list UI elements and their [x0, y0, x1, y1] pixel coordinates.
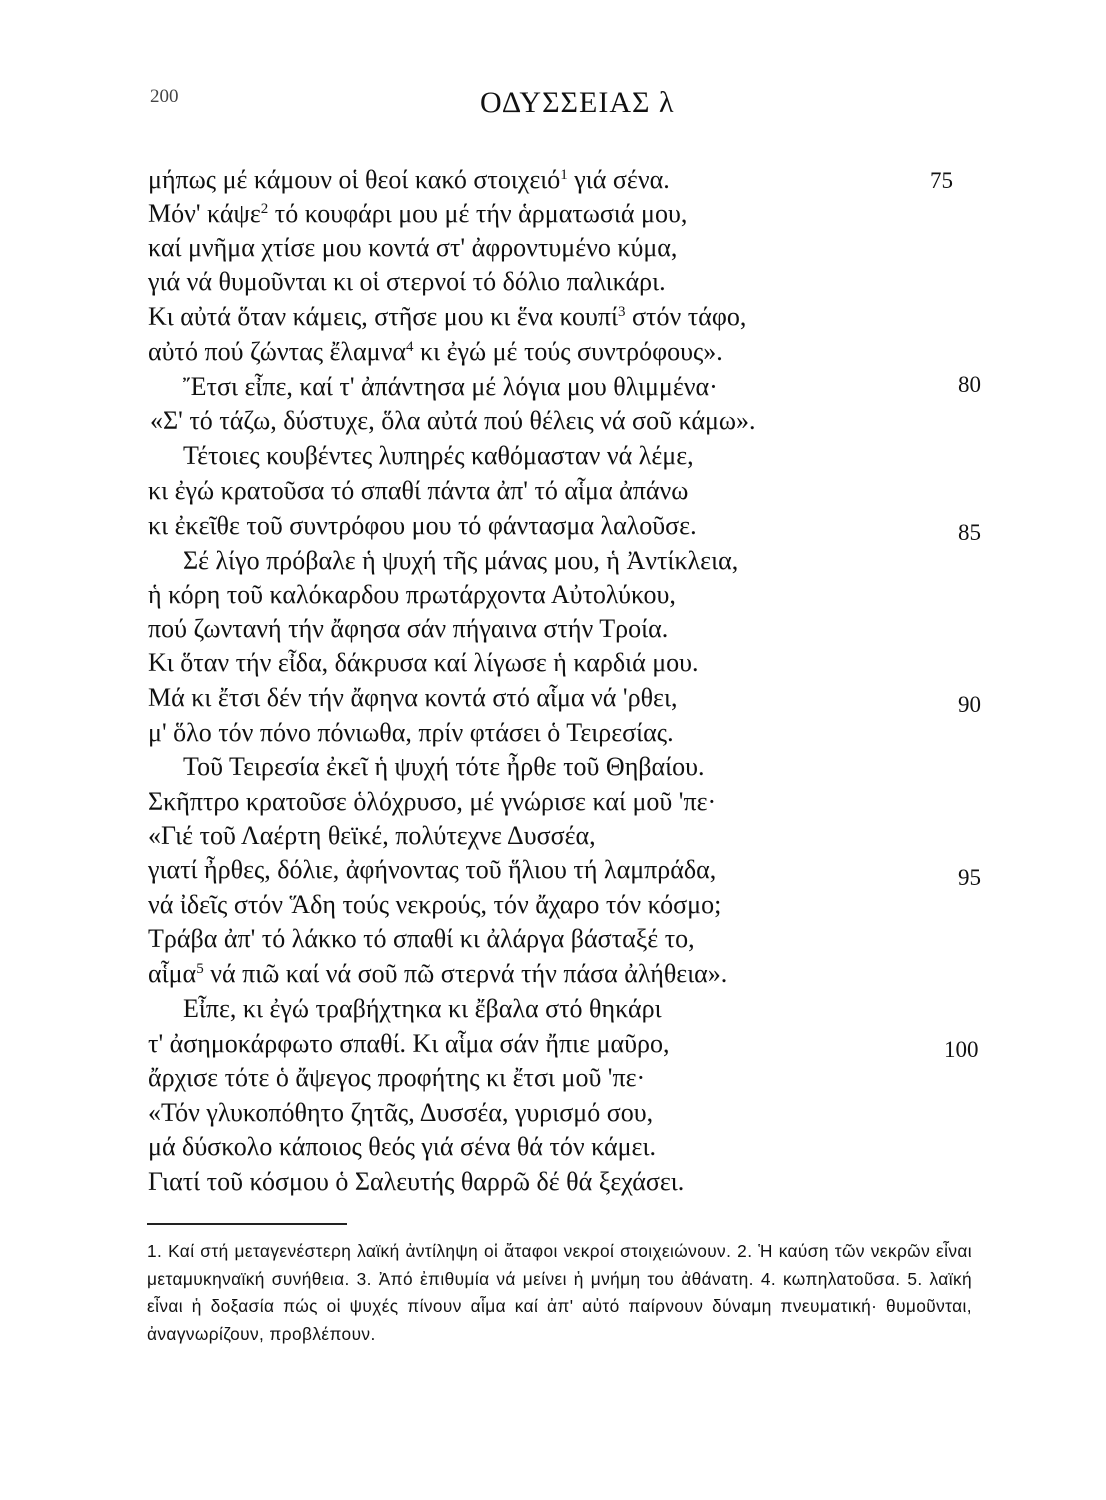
- verse-line: [183, 546, 738, 576]
- verse-text: γιά νά θυμοῦνται κι οἱ στερνοί τό δόλιο παλικάρι.: [148, 267, 666, 296]
- verse-line: [148, 1029, 669, 1059]
- verse-line: [148, 1063, 645, 1093]
- verse-text: αἷμα: [148, 959, 197, 988]
- verse-text: μήπως μέ κάμουν οἱ θεοί κακό στοιχειό: [148, 165, 561, 194]
- verse-line: [148, 267, 666, 297]
- verse-text: Ἔτσι εἶπε, καί τ' ἀπάντησα μέ λόγια μου θλιμμένα·: [183, 372, 718, 401]
- verse-line: [183, 994, 662, 1024]
- verse-text: Τοῦ Τειρεσία ἐκεῖ ἡ ψυχή τότε ἦρθε τοῦ Θηβαίου.: [183, 752, 705, 781]
- verse-line: [148, 821, 596, 851]
- verse-line: [148, 787, 716, 817]
- footnote-marker: 4: [405, 339, 414, 355]
- verse-text: ἡ κόρη τοῦ καλόκαρδου πρωτάρχοντα Αὐτολύκου,: [148, 580, 676, 609]
- verse-line: [148, 165, 670, 195]
- verse-line: [148, 924, 695, 954]
- running-head-title: ΟΔΥΣΣΕΙΑΣ λ: [480, 86, 675, 119]
- verse-text: «Σ' τό τάζω, δύστυχε, ὅλα αὐτά πού θέλεις νά σοῦ κάμω».: [150, 406, 756, 435]
- verse-line: [183, 372, 718, 402]
- footnote-rule: [147, 1223, 347, 1225]
- footnote-marker: 1: [560, 167, 568, 183]
- verse-text-continued: τό κουφάρι μου μέ τήν ἁρματωσιά μου,: [268, 199, 688, 228]
- verse-text: Μόν' κάψε: [148, 199, 261, 228]
- verse-text: Κι αὐτά ὅταν κάμεις, στῆσε μου κι ἕνα κουπί: [148, 302, 619, 331]
- verse-text: Εἶπε, κι ἐγώ τραβήχτηκα κι ἔβαλα στό θηκάρι: [183, 994, 662, 1023]
- verse-text: τ' ἀσημοκάρφωτο σπαθί. Κι αἷμα σάν ἤπιε μαῦρο,: [148, 1029, 670, 1058]
- verse-line: [148, 718, 674, 748]
- verse-text: ἄρχισε τότε ὁ ἄψεγος προφήτης κι ἔτσι μοῦ 'πε·: [148, 1063, 646, 1092]
- line-number: 100: [944, 1037, 979, 1062]
- footnote-marker: 3: [618, 304, 626, 320]
- verse-line: [148, 1167, 684, 1197]
- verse-line: [148, 959, 727, 989]
- footnotes: 1. Καί στή μεταγενέστερη λαϊκή ἀντίληψη οἱ ἄταφοι νεκροί στοιχειώνουν. 2. Ἡ καύση τῶν νεκρῶν εἶναι μεταμυκηναϊκή συνήθεια. 3. Ἀπό ἐπιθυμία νά μείνει ἡ μνήμη του ἀθάνατη. 4. κωπηλατοῦσα. 5. λαϊκή εἶναι ἡ δοξασία πώς οἱ ψυχές πίνουν αἷμα καί ἀπ' αὐτό παίρνουν δύναμη πνευματική· θυμοῦνται, ἀναγνωρίζουν, προβλέπουν.: [147, 1241, 972, 1344]
- verse-text: καί μνῆμα χτίσε μου κοντά στ' ἀφροντυμένο κύμα,: [148, 233, 678, 262]
- verse-line: [148, 648, 699, 678]
- verse-text: μ' ὅλο τόν πόνο πόνιωθα, πρίν φτάσει ὁ Τειρεσίας.: [148, 718, 674, 747]
- line-number: 95: [958, 865, 981, 890]
- verse-line: [148, 580, 676, 610]
- footnote-marker: 5: [196, 961, 204, 977]
- verse-line: [148, 476, 688, 506]
- verse-text: Κι ὅταν τήν εἶδα, δάκρυσα καί λίγωσε ἡ καρδιά μου.: [148, 648, 699, 677]
- verse-text: Τράβα ἀπ' τό λάκκο τό σπαθί κι ἀλάργα βάσταξέ το,: [148, 924, 695, 953]
- line-number: 85: [958, 520, 981, 545]
- line-number: 90: [958, 692, 981, 717]
- verse-text: «Γιέ τοῦ Λαέρτη θεϊκέ, πολύτεχνε Δυσσέα,: [148, 821, 596, 850]
- verse-line: [148, 233, 677, 263]
- verse-line: [148, 1132, 656, 1162]
- verse-text: Τέτοιες κουβέντες λυπηρές καθόμασταν νά λέμε,: [183, 441, 694, 470]
- footnote-marker: 2: [260, 201, 269, 217]
- line-number: 80: [958, 372, 981, 397]
- verse-line: [183, 752, 705, 782]
- verse-text-continued: κι ἐγώ μέ τούς συντρόφους».: [413, 337, 723, 366]
- verse-text: Σέ λίγο πρόβαλε ἡ ψυχή τῆς μάνας μου, ἡ Ἀντίκλεια,: [183, 546, 739, 575]
- verse-text: αὐτό πού ζώντας ἔλαμνα: [148, 337, 406, 366]
- verse-text: πού ζωντανή τήν ἄφησα σάν πήγαινα στήν Τροία.: [148, 614, 669, 643]
- verse-text: νά ἰδεῖς στόν Ἅδη τούς νεκρούς, τόν ἄχαρο τόν κόσμο;: [148, 890, 722, 919]
- verse-text: κι ἐγώ κρατοῦσα τό σπαθί πάντα ἀπ' τό αἷμα ἀπάνω: [148, 476, 689, 505]
- verse-line: [148, 1098, 653, 1128]
- verse-line: [183, 441, 694, 471]
- page-number: 200: [150, 86, 179, 107]
- line-number: 75: [930, 168, 953, 193]
- verse-text: «Τόν γλυκοπόθητο ζητᾶς, Δυσσέα, γυρισμό σου,: [148, 1098, 654, 1127]
- verse-text: κι ἐκεῖθε τοῦ συντρόφου μου τό φάντασμα λαλοῦσε.: [148, 511, 697, 540]
- verse-text: γιατί ἦρθες, δόλιε, ἀφήνοντας τοῦ ἥλιου τή λαμπράδα,: [148, 855, 717, 884]
- verse-line: [148, 199, 687, 229]
- verse-line: [150, 406, 756, 436]
- verse-line: [148, 855, 716, 885]
- verse-text: μά δύσκολο κάποιος θεός γιά σένα θά τόν κάμει.: [148, 1132, 656, 1161]
- verse-text-continued: στόν τάφο,: [625, 302, 747, 331]
- verse-line: [148, 683, 677, 713]
- verse-text-continued: γιά σένα.: [567, 165, 670, 194]
- verse-line: [148, 337, 723, 367]
- verse-line: [148, 511, 697, 541]
- verse-line: [148, 302, 746, 332]
- verse-text-continued: νά πιῶ καί νά σοῦ πῶ στερνά τήν πάσα ἀλήθεια».: [203, 959, 728, 988]
- verse-text: Γιατί τοῦ κόσμου ὁ Σαλευτής θαρρῶ δέ θά ξεχάσει.: [148, 1167, 685, 1196]
- verse-text: Σκῆπτρο κρατοῦσε ὁλόχρυσο, μέ γνώρισε καί μοῦ 'πε·: [148, 787, 717, 816]
- verse-line: [148, 614, 668, 644]
- verse-text: Μά κι ἔτσι δέν τήν ἄφηνα κοντά στό αἷμα νά 'ρθει,: [148, 683, 678, 712]
- verse-line: [148, 890, 721, 920]
